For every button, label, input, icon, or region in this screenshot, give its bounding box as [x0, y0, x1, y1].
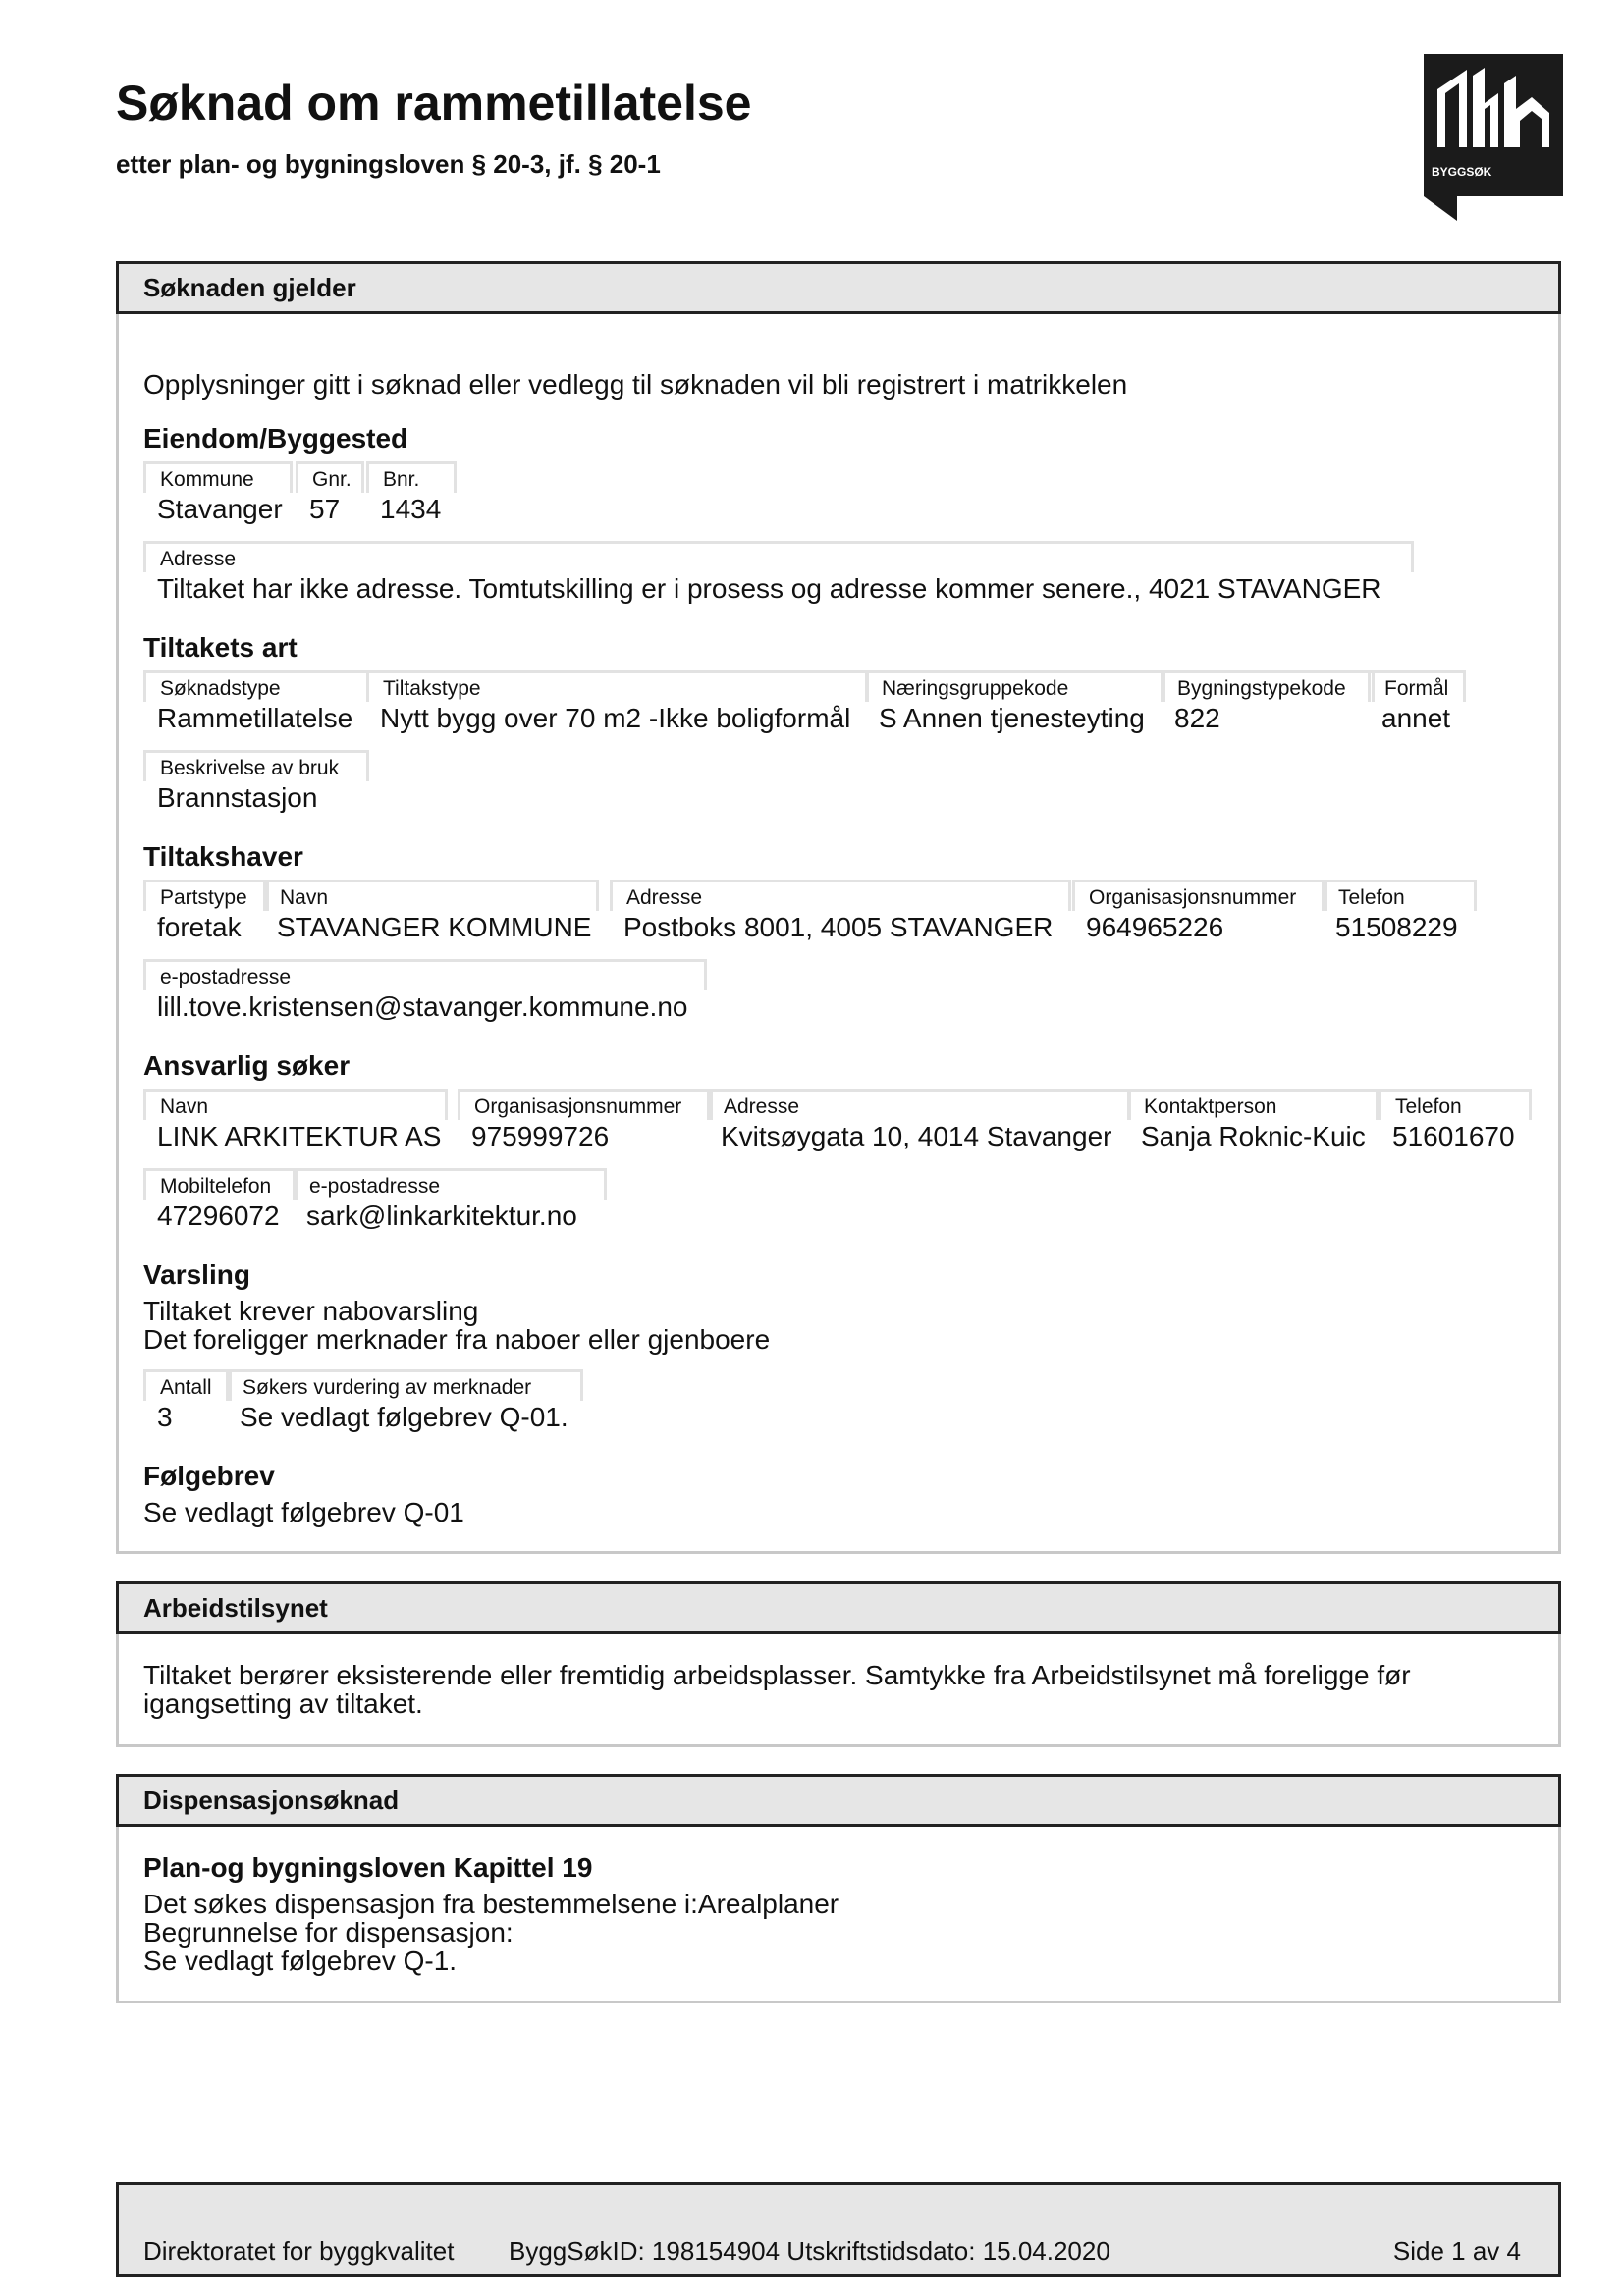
section-heading: Dispensasjonsøknad [116, 1774, 1561, 1827]
page-footer [116, 2182, 1561, 2277]
field-antall: Antall 3 [143, 1369, 232, 1434]
section-arbeidstilsynet [116, 1581, 1561, 1747]
field-e-postadresse: e-postadresse lill.tove.kristensen@stavanger.kommune.no [143, 959, 707, 1024]
field-soknadstype: Søknadstype Rammetillatelse [143, 670, 369, 735]
field-formal: Formål annet [1368, 670, 1466, 735]
field-adresse: Adresse Kvitsøygata 10, 4014 Stavanger [707, 1089, 1131, 1153]
field-beskrivelse-av-bruk: Beskrivelse av bruk Brannstasjon [143, 750, 369, 815]
registry-notice: Opplysninger gitt i søknad eller vedlegg til søknaden vil bli registrert i matrikkelen [143, 369, 1128, 400]
field-telefon: Telefon 51601670 [1379, 1089, 1532, 1153]
field-organisasjonsnummer: Organisasjonsnummer 975999726 [458, 1089, 713, 1153]
arbeidstilsynet-line-1: Tiltaket berører eksisterende eller fremtidig arbeidsplasser. Samtykke fra Arbeidstilsynet må foreligge før [143, 1660, 1411, 1690]
section-dispensasjonsoknad [116, 1774, 1561, 2003]
tiltakshaver-heading: Tiltakshaver [143, 841, 303, 872]
ansvarlig-soker-heading: Ansvarlig søker [143, 1050, 351, 1081]
field-bygningstypekode: Bygningstypekode 822 [1161, 670, 1375, 735]
field-sokers-vurdering: Søkers vurdering av merknader Se vedlagt følgebrev Q-01. [226, 1369, 583, 1434]
field-navn: Navn LINK ARKITEKTUR AS [143, 1089, 455, 1153]
page-title: Søknad om rammetillatelse [116, 76, 752, 131]
field-navn: Navn STAVANGER KOMMUNE [263, 880, 605, 944]
field-organisasjonsnummer: Organisasjonsnummer 964965226 [1072, 880, 1327, 944]
tiltakets-art-heading: Tiltakets art [143, 632, 298, 663]
field-adresse: Adresse Tiltaket har ikke adresse. Tomtutskilling er i prosess og adresse kommer senere., 4021 STAVANGER [143, 541, 1414, 606]
folgebrev-text: Se vedlagt følgebrev Q-01 [143, 1497, 464, 1527]
field-adresse: Adresse Postboks 8001, 4005 STAVANGER [610, 880, 1071, 944]
section-heading: Søknaden gjelder [116, 261, 1561, 314]
arbeidstilsynet-line-2: igangsetting av tiltaket. [143, 1688, 423, 1719]
field-telefon: Telefon 51508229 [1322, 880, 1477, 944]
dispensasjon-line-2: Begrunnelse for dispensasjon: [143, 1917, 514, 1948]
varsling-heading: Varsling [143, 1259, 250, 1290]
field-bnr: Bnr. 1434 [366, 461, 457, 526]
footer-document-id: ByggSøkID: 198154904 Utskriftstidsdato: 15.04.2020 [509, 2236, 1110, 2266]
field-kontaktperson: Kontaktperson Sanja Roknic-Kuic [1127, 1089, 1380, 1153]
byggsok-logo [1424, 54, 1563, 221]
field-gnr: Gnr. 57 [296, 461, 364, 526]
varsling-line-2: Det foreligger merknader fra naboer eller gjenboere [143, 1324, 771, 1355]
dispensasjon-line-3: Se vedlagt følgebrev Q-1. [143, 1946, 458, 1976]
field-tiltakstype: Tiltakstype Nytt bygg over 70 m2 -Ikke boligformål [366, 670, 869, 735]
field-naeringsgruppekode: Næringsgruppekode S Annen tjenesteyting [865, 670, 1165, 735]
section-soknaden-gjelder [116, 261, 1561, 1554]
field-e-postadresse: e-postadresse sark@linkarkitektur.no [293, 1168, 607, 1233]
dispensasjon-line-1: Det søkes dispensasjon fra bestemmelsene i:Arealplaner [143, 1889, 839, 1919]
footer-organization: Direktoratet for byggkvalitet [143, 2236, 455, 2266]
eiendom-heading: Eiendom/Byggested [143, 423, 408, 454]
page-subtitle: etter plan- og bygningsloven § 20-3, jf. § 20-1 [116, 149, 661, 179]
field-mobiltelefon: Mobiltelefon 47296072 [143, 1168, 298, 1233]
section-heading: Arbeidstilsynet [116, 1581, 1561, 1634]
field-kommune: Kommune Stavanger [143, 461, 297, 526]
varsling-line-1: Tiltaket krever nabovarsling [143, 1296, 479, 1326]
field-partstype: Partstype foretak [143, 880, 269, 944]
folgebrev-heading: Følgebrev [143, 1461, 275, 1491]
logo-text: BYGGSØK [1432, 165, 1492, 179]
dispensasjon-subheading: Plan-og bygningsloven Kapittel 19 [143, 1852, 593, 1883]
footer-page-number: Side 1 av 4 [1392, 2236, 1521, 2266]
